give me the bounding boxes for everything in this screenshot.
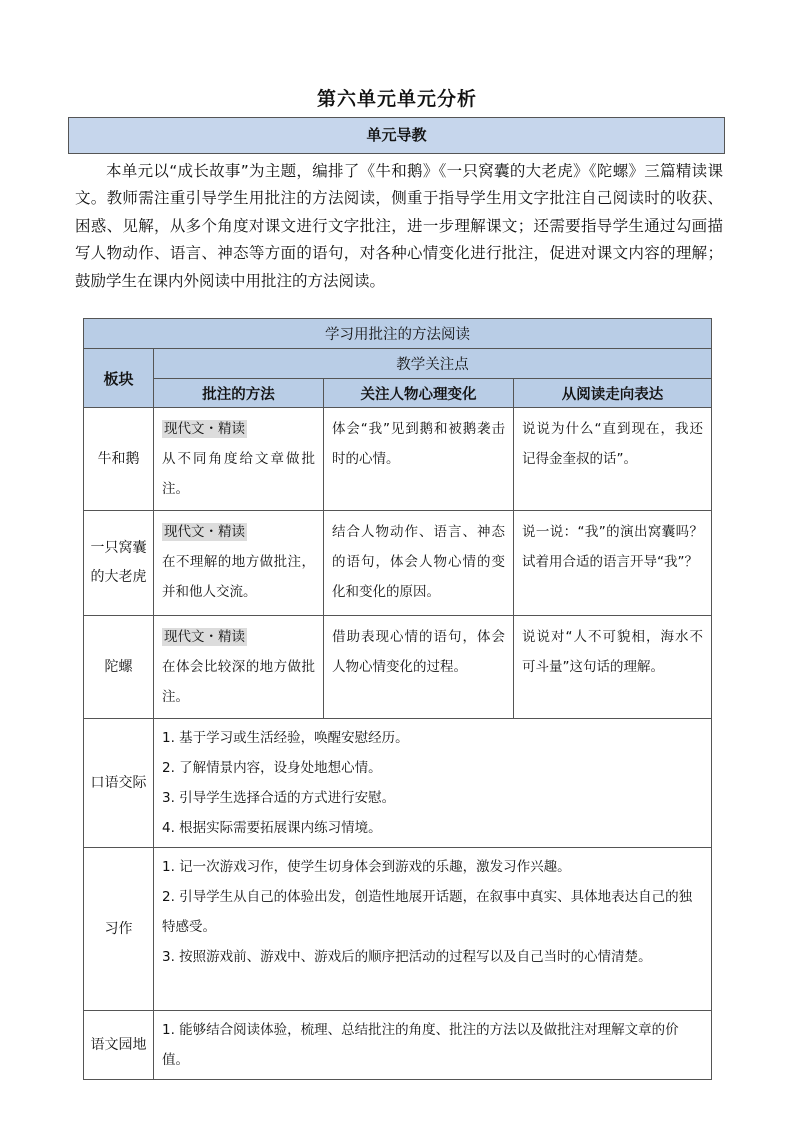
method-cell <box>154 511 324 616</box>
list-item: 2. 引导学生从自己的体验出发，创造性地展开话题，在叙事中真实、具体地表达自己的独特感受。 <box>162 889 693 935</box>
row-name: 口语交际 <box>84 719 154 848</box>
method-cell <box>154 616 324 719</box>
psychology-cell: 体会“我”见到鹅和被鹅袭击时的心情。 <box>324 408 514 511</box>
row-name: 陀螺 <box>84 616 154 719</box>
table-row <box>84 616 712 719</box>
list-item: 3. 引导学生选择合适的方式进行安慰。 <box>162 790 396 806</box>
table-row-oral <box>84 719 712 848</box>
unit-guide-header: 单元导教 <box>68 117 725 154</box>
writing-items <box>154 848 712 1011</box>
table-row <box>84 511 712 616</box>
column-header-method: 批注的方法 <box>154 379 324 408</box>
oral-items <box>154 719 712 848</box>
table-row-garden <box>84 1011 712 1080</box>
list-item: 1. 能够结合阅读体验，梳理、总结批注的角度、批注的方法以及做批注对理解文章的价值。 <box>162 1022 679 1068</box>
list-item: 3. 按照游戏前、游戏中、游戏后的顺序把活动的过程写以及自己当时的心情清楚。 <box>162 949 652 965</box>
list-item: 4. 根据实际需要拓展课内练习情境。 <box>162 820 382 836</box>
column-header-psychology: 关注人物心理变化 <box>324 379 514 408</box>
expression-cell: 说说为什么“直到现在，我还记得金奎叔的话”。 <box>514 408 712 511</box>
method-text: 从不同角度给文章做批注。 <box>162 451 315 497</box>
garden-items <box>154 1011 712 1080</box>
row-name: 习作 <box>84 848 154 1011</box>
list-item: 1. 基于学习或生活经验，唤醒安慰经历。 <box>162 730 409 746</box>
row-name: 牛和鹅 <box>84 408 154 511</box>
list-item: 2. 了解情景内容，设身处地想心情。 <box>162 760 382 776</box>
column-header-expression: 从阅读走向表达 <box>514 379 712 408</box>
method-cell <box>154 408 324 511</box>
unit-plan-table <box>83 318 712 1080</box>
text-type-tag: 现代文・精读 <box>164 629 245 645</box>
method-text: 在体会比较深的地方做批注。 <box>162 659 315 705</box>
table-main-header-row <box>84 319 712 349</box>
text-type-tag: 现代文・精读 <box>164 524 245 540</box>
table-row <box>84 408 712 511</box>
table-sub-header-row <box>84 349 712 379</box>
expression-cell: 说说对“人不可貌相，海水不可斗量”这句话的理解。 <box>514 616 712 719</box>
expression-cell: 说一说：“我”的演出窝囊吗？试着用合适的语言开导“我”？ <box>514 511 712 616</box>
intro-paragraph: 本单元以“成长故事”为主题，编排了《牛和鹅》《一只窝囊的大老虎》《陀螺》三篇精读课文。教师需注重引导学生用批注的方法阅读，侧重于指导学生用文字批注自己阅读时的收获、困惑、见解，从多个角度对课文进行文字批注，进一步理解课文；还需要指导学生通过勾画描写人物动作、语言、神态等方面的语句，对各种心情变化进行批注，促进对课文内容的理解；鼓励学生在课内外阅读中用批注的方法阅读。 <box>75 162 723 290</box>
page-title: 第六单元单元分析 <box>316 88 477 110</box>
text-type-tag: 现代文・精读 <box>164 421 245 437</box>
psychology-cell: 结合人物动作、语言、神态的语句，体会人物心情的变化和变化的原因。 <box>324 511 514 616</box>
row-name: 语文园地 <box>84 1011 154 1080</box>
method-text: 在不理解的地方做批注，并和他人交流。 <box>162 554 315 600</box>
focus-header: 教学关注点 <box>154 349 712 379</box>
list-item: 1. 记一次游戏习作，使学生切身体会到游戏的乐趣，激发习作兴趣。 <box>162 859 571 875</box>
row-name: 一只窝囊的大老虎 <box>84 511 154 616</box>
table-main-header: 学习用批注的方法阅读 <box>84 319 712 349</box>
table-row-writing <box>84 848 712 1011</box>
table-column-header-row <box>84 379 712 408</box>
block-header: 板块 <box>84 349 154 408</box>
psychology-cell: 借助表现心情的语句，体会人物心情变化的过程。 <box>324 616 514 719</box>
